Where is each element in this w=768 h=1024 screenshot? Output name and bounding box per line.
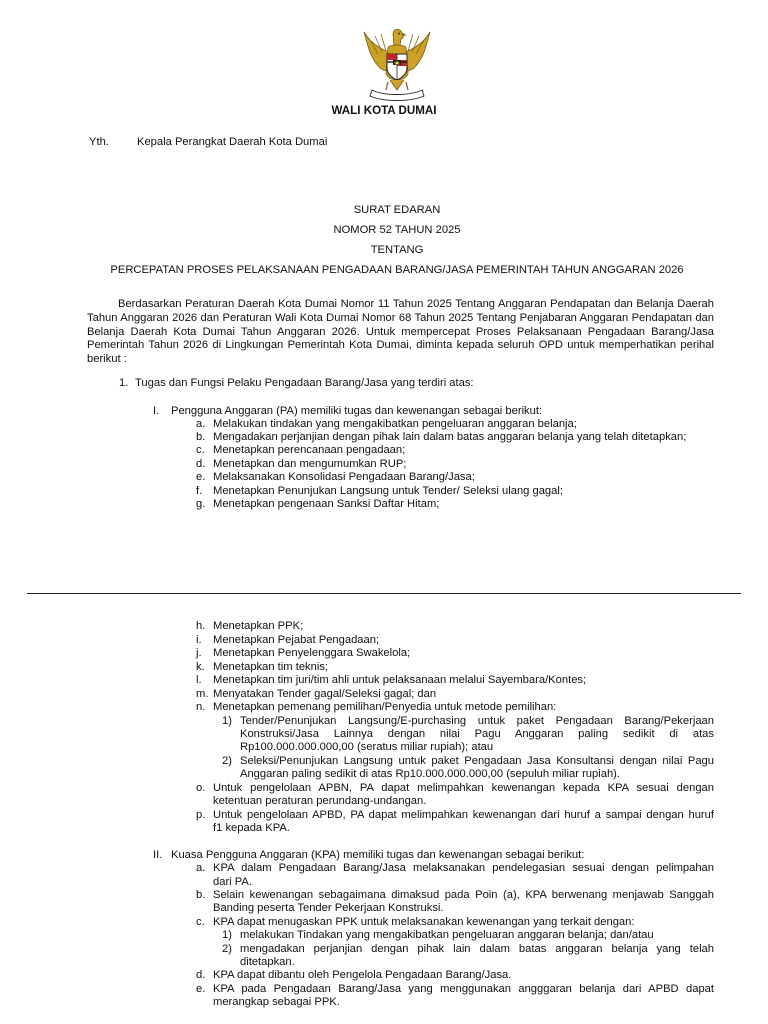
list-item: Banding peserta Tender Pekerjaan Konstruksi. [213,902,444,914]
document-subject-label: TENTANG [370,244,424,256]
sub-item-line: melakukan Tindakan yang mengakibatkan pengeluaran anggaran belanja; dan/atau [240,929,654,941]
sub-item-line: ditetapkan. [240,956,295,968]
list-item-letter: f. [196,485,203,497]
list-item-letter: k. [196,661,205,673]
list-item-letter: c. [196,916,205,928]
list-item-letter: g. [196,498,206,510]
list-item: Menetapkan Penyelenggara Swakelola; [213,647,411,659]
pa-title: Pengguna Anggaran (PA) memiliki tugas dan kewenangan sebagai berikut: [171,405,543,417]
list-item-letter: o. [196,782,206,794]
list-item: Menetapkan Penunjukan Langsung untuk Tender/ Seleksi ulang gagal; [213,485,563,497]
list-item: Menetapkan tim juri/tim ahli untuk pelaksanaan melalui Sayembara/Kontes; [213,674,587,686]
list-item: Melaksanakan Konsolidasi Pengadaan Barang/Jasa; [213,471,475,483]
pa-number: I. [153,405,160,417]
document-subject: PERCEPATAN PROSES PELAKSANAAN PENGADAAN BARANG/JASA PEMERINTAH TAHUN ANGGARAN 2026 [110,264,684,276]
list-item-letter: a. [196,862,206,874]
addressee-text: Kepala Perangkat Daerah Kota Dumai [137,136,328,148]
list-item: Selain kewenangan sebagaimana dimaksud pada Poin (a), KPA berwenang menjawab Sanggah [213,889,714,901]
list-item-letter: a. [196,418,206,430]
list-item-letter: e. [196,471,206,483]
list-item: Untuk pengelolaan APBN, PA dapat melimpahkan kewenangan kepada KPA sesuai dengan [213,782,714,794]
page-divider [27,593,741,594]
list-item: Menetapkan perencanaan pengadaan; [213,444,406,456]
addressee-label: Yth. [89,136,109,148]
list-item: dari PA. [213,876,252,888]
kpa-number: II. [153,849,163,861]
sub-item-number: 1) [222,929,232,941]
list-item: Untuk pengelolaan APBD, PA dapat melimpahkan kewenangan dari huruf a sampai dengan huruf [213,809,714,821]
list-item: Menetapkan pengenaan Sanksi Daftar Hitam; [213,498,440,510]
sub-item-line: Rp100.000.000.000,00 (seratus miliar rupiah); atau [240,741,494,753]
document-number: NOMOR 52 TAHUN 2025 [333,224,461,236]
sub-item-number: 2) [222,755,232,767]
list-item: KPA dapat menugaskan PPK untuk melaksanakan kewenangan yang terkait dengan: [213,916,635,928]
list-item-letter: p. [196,809,206,821]
intro-paragraph: Berdasarkan Peraturan Daerah Kota Dumai Nomor 11 Tahun 2025 Tentang Anggaran Pendapatan dan Belanja Daerah Tahun Anggaran 2026 dan Peraturan Wali Kota Dumai Nomor 68 Tahun 2025 Tentang Penjabaran Anggaran Pendapatan dan Belanja Daerah Kota Dumai Tahun Anggaran 2026. Untuk mempercepat Proses Pelaksanaan Pengadaan Barang/Jasa Pemerintah Tahun 2026 di Lingkungan Pemerintah Kota Dumai, diminta kepada seluruh OPD untuk memperhatikan perihal berikut : [87,298,714,366]
document-type: SURAT EDARAN [353,204,441,216]
list-item-letter: d. [196,969,206,981]
list-item-letter: j. [196,647,202,659]
list-item: f1 kepada KPA. [213,822,290,834]
list-item-letter: m. [196,688,209,700]
list-item: merangkap sebagai PPK. [213,996,340,1008]
sub-item-line: Tender/Penunjukan Langsung/E-purchasing untuk paket Pengadaan Barang/Pekerjaan [240,715,714,727]
list-item: Menetapkan Pejabat Pengadaan; [213,634,380,646]
list-item-letter: l. [196,674,202,686]
section-1-number: 1. [119,377,129,389]
sub-item-line: Anggaran paling sedikit di atas Rp10.000.000.000,00 (sepuluh miliar rupiah). [240,768,620,780]
list-item-letter: e. [196,983,206,995]
list-item-letter: b. [196,431,206,443]
list-item: Mengadakan perjanjian dengan pihak lain dalam batas anggaran belanja yang telah ditetapkan; [213,431,687,443]
sub-item-line: Seleksi/Penunjukan Langsung untuk paket Pengadaan Jasa Konsultansi dengan nilai Pagu [240,755,714,767]
sub-item-line: Konstruksi/Jasa Lainnya dengan nilai Pagu Anggaran paling sedikit di atas [240,728,714,740]
garuda-emblem-icon [358,24,436,106]
list-item: Menyatakan Tender gagal/Seleksi gagal; dan [213,688,437,700]
list-item: Menetapkan PPK; [213,620,304,632]
list-item: KPA pada Pengadaan Barang/Jasa yang menggunakan angggaran belanja dari APBD dapat [213,983,714,995]
list-item-letter: b. [196,889,206,901]
list-item: ketentuan peraturan perundang-undangan. [213,795,427,807]
sub-item-number: 1) [222,715,232,727]
list-item: Menetapkan tim teknis; [213,661,329,673]
list-item-letter: c. [196,444,205,456]
list-item: Menetapkan pemenang pemilihan/Penyedia untuk metode pemilihan: [213,701,557,713]
section-1-title: Tugas dan Fungsi Pelaku Pengadaan Barang/Jasa yang terdiri atas: [135,377,474,389]
sub-item-line: mengadakan perjanjian dengan pihak lain dalam batas anggaran belanja yang telah [240,943,714,955]
list-item: Menetapkan dan mengumumkan RUP; [213,458,407,470]
list-item-letter: n. [196,701,206,713]
list-item: KPA dalam Pengadaan Barang/Jasa melaksanakan pendelegasian sesuai dengan pelimpahan [213,862,714,874]
list-item: KPA dapat dibantu oleh Pengelola Pengadaan Barang/Jasa. [213,969,512,981]
issuer-heading: WALI KOTA DUMAI [331,104,437,117]
list-item-letter: i. [196,634,202,646]
list-item: Melakukan tindakan yang mengakibatkan pengeluaran anggaran belanja; [213,418,577,430]
kpa-title: Kuasa Pengguna Anggaran (KPA) memiliki tugas dan kewenangan sebagai berikut: [171,849,585,861]
list-item-letter: d. [196,458,206,470]
list-item-letter: h. [196,620,206,632]
sub-item-number: 2) [222,943,232,955]
